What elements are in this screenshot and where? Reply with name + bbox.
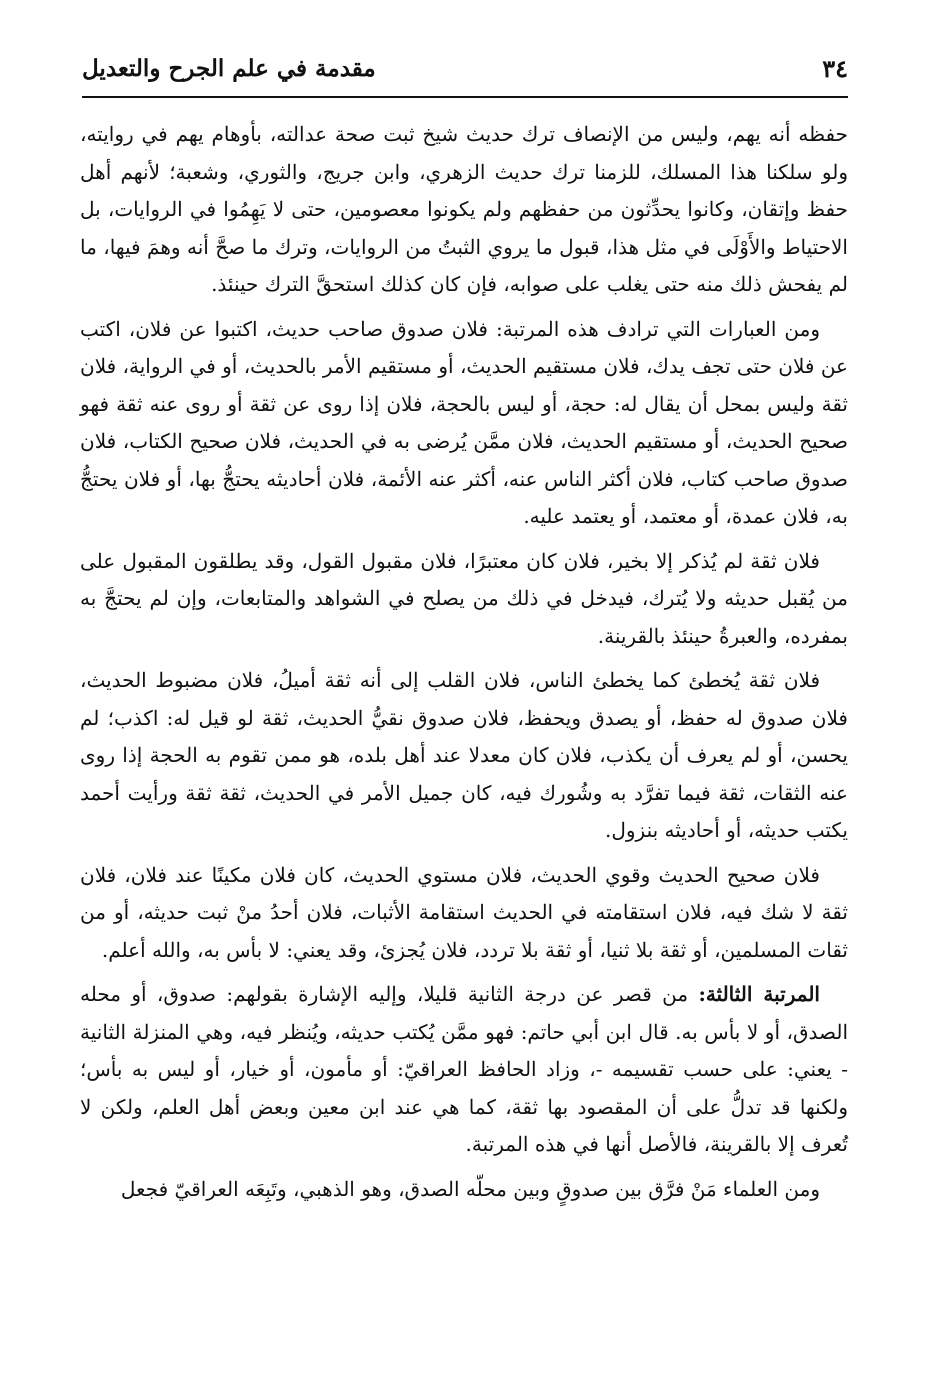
body-text bbox=[80, 116, 848, 1215]
paragraph-text: فلان صحيح الحديث وقوي الحديث، فلان مستوي الحديث، كان فلان مكينًا عند فلان، فلان ثقة لا شك فيه، فلان استقامته في الحديث استقامة الأثبات، فلان أحدُ منْ ثبت حديثه، أو من ثقات المسلمين، أو ثقة بلا ثنيا، أو ثقة بلا تردد، فلان يُجزئ، وقد يعني: لا بأس به، والله أعلم. bbox=[80, 862, 848, 962]
page-number: ٣٤ bbox=[822, 53, 848, 83]
section-label: المرتبة الثالثة: bbox=[698, 982, 820, 1006]
header-rule bbox=[82, 96, 848, 98]
paragraph-text: فلان ثقة لم يُذكر إلا بخير، فلان كان معتبرًا، فلان مقبول القول، وقد يطلقون المقبول على من يُقبل حديثه ولا يُترك، فيدخل في ذلك من يصلح في الشواهد والمتابعات، وإن لم يحتجَّ به بمفرده، والعبرةُ حينئذ بالقرينة. bbox=[80, 548, 848, 648]
paragraph-text: حفظه أنه يهم، وليس من الإنصاف ترك حديث شيخ ثبت صحة عدالته، بأوهام يهم في روايته، ولو سلكنا هذا المسلك، للزمنا ترك حديث الزهري، وابن جريج، والثوري، وشعبة؛ لأنهم أهل حفظ وإتقان، وكانوا يحدِّثون من حفظهم ولم يكونوا معصومين، حتى لا يَهِمُوا في الروايات، بل الاحتياط والأَوْلَى في مثل هذا، قبول ما يروي الثبتُ من الروايات، وترك ما صحَّ أنه وهمَ فيها، ما لم يفحش ذلك منه حتى يغلب على صوابه، فإن كان كذلك استحقَّ الترك حينئذ. bbox=[80, 122, 849, 296]
paragraph-text: فلان ثقة يُخطئ كما يخطئ الناس، فلان القلب إلى أنه ثقة أميلُ، فلان مضبوط الحديث، فلان صدوق له حفظ، أو يصدق ويحفظ، فلان صدوق نقيُّ الحديث، ثقة لو قيل له: اكذب؛ لم يحسن، أو لم يعرف أن يكذب، فلان كان معدلا عند أهل بلده، هو ممن تقوم به الحجة إذا روى عنه الثقات، ثقة فيما تفرَّد به وشُورك فيه، كان جميل الأمر في الحديث، ثقة ثقة ورأيت أحمد يكتب حديثه، أو أحاديثه بنزول. bbox=[80, 668, 848, 842]
paragraph bbox=[80, 311, 848, 536]
paragraph-text: ومن العلماء مَنْ فرَّق بين صدوقٍ وبين محلّه الصدق، وهو الذهبي، وتَبِعَه العراقيّ فجعل bbox=[120, 1176, 820, 1201]
running-title: مقدمة في علم الجرح والتعديل bbox=[82, 54, 376, 82]
paragraph bbox=[80, 116, 848, 304]
page-header bbox=[82, 40, 848, 96]
paragraph bbox=[80, 662, 848, 850]
paragraph bbox=[80, 543, 848, 656]
paragraph bbox=[80, 857, 848, 970]
paragraph-text: من قصر عن درجة الثانية قليلا، وإليه الإشارة بقولهم: صدوق، أو محله الصدق، أو لا بأس به. قال ابن أبي حاتم: فهو ممَّن يُكتب حديثه، ويُنظر فيه، وهي المنزلة الثانية - يعني: على حسب تقسيمه -، وزاد الحافظ العراقيّ: أو مأمون، أو خيار، أو ليس به بأس؛ ولكنها قد تدلُّ على أن المقصود بها ثقة، كما هي عند ابن معين وبعض أهل العلم، ولكن لا تُعرف إلا بالقرينة، فالأصل أنها في هذه المرتبة. bbox=[80, 982, 848, 1156]
paragraph-text: ومن العبارات التي ترادف هذه المرتبة: فلان صدوق صاحب حديث، اكتبوا عن فلان، اكتب عن فلان حتى تجف يدك، فلان مستقيم الحديث، أو مستقيم الأمر بالحديث، أو في الرواية، فلان ثقة وليس بمحل أن يقال له: حجة، أو ليس بالحجة، فلان إذا روى عن ثقة أو روى عنه ثقة فهو صحيح الحديث، أو مستقيم الحديث، فلان ممَّن يُرضى به في الحديث، فلان صحيح الكتاب، فلان صدوق صاحب كتاب، فلان أكثر الناس عنه، أكثر عنه الأئمة، فلان أحاديثه يحتجُّ بها، أو فلان يحتجُّ به، فلان عمدة، أو معتمد، أو يعتمد عليه. bbox=[80, 316, 848, 528]
paragraph bbox=[80, 976, 848, 1164]
paragraph bbox=[80, 1171, 848, 1209]
